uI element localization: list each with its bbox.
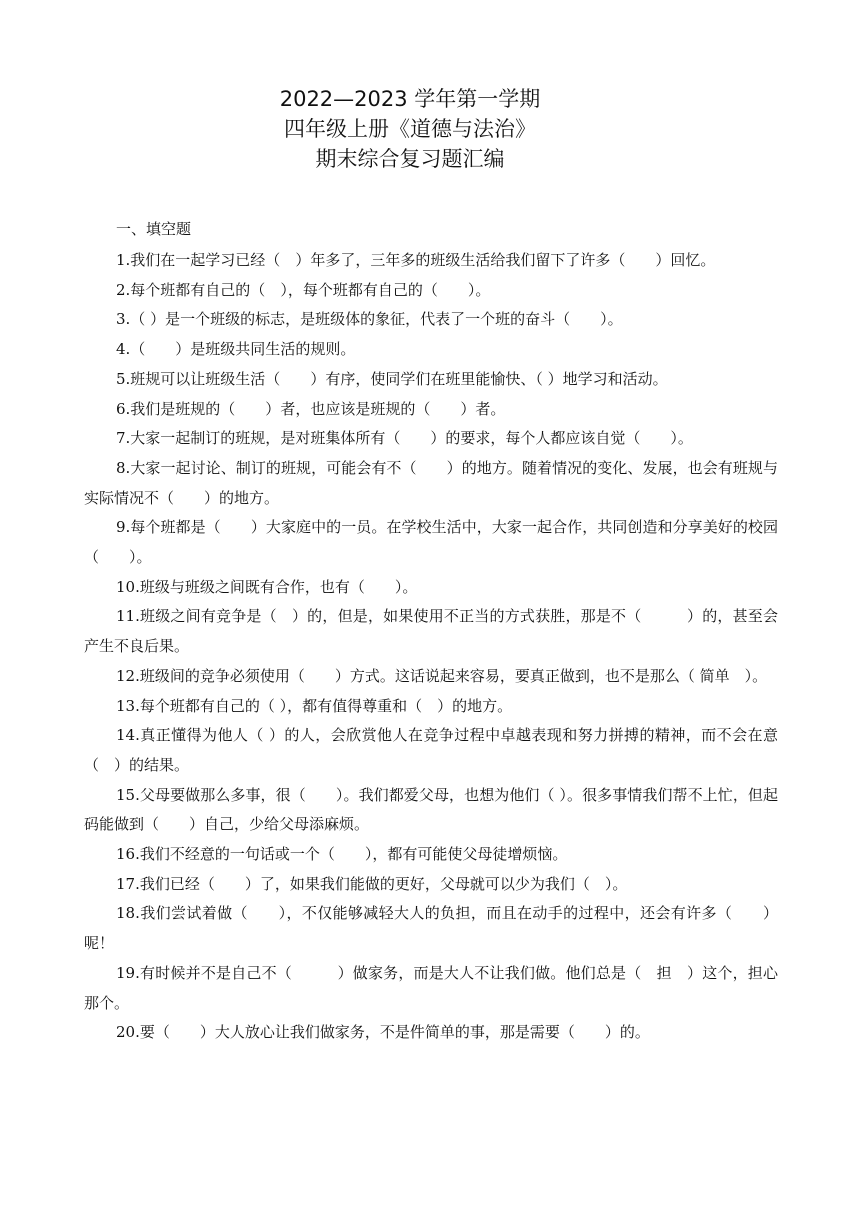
- question-9: 9.每个班都是（ ）大家庭中的一员。在学校生活中，大家一起合作，共同创造和分享美好的校园（ ）。: [84, 518, 778, 567]
- question-1: 1.我们在一起学习已经（ ）年多了，三年多的班级生活给我们留下了许多（ ）回忆。: [116, 251, 716, 269]
- question-7: 7.大家一起制订的班规，是对班集体所有（ ）的要求，每个人都应该自觉（ ）。: [116, 429, 693, 448]
- section-heading-fill-in: 一、填空题: [116, 220, 192, 238]
- title-line-semester: 2022—2023 学年第一学期: [279, 87, 541, 111]
- question-3: 3.（ ）是一个班级的标志，是班级体的象征，代表了一个班的奋斗（ ）。: [116, 310, 623, 329]
- question-15: 15.父母要做那么多事，很（ ）。我们都爱父母，也想为他们（ ）。很多事情我们帮不上忙，但起码能做到（ ）自己，少给父母添麻烦。: [84, 785, 778, 834]
- question-5: 5.班规可以让班级生活（ ）有序，使同学们在班里能愉快、（ ）地学习和活动。: [116, 369, 668, 388]
- question-19: 19.有时候并不是自己不（ ）做家务，而是大人不让我们做。他们总是（ 担 ）这个，担心那个。: [84, 963, 778, 1012]
- question-6: 6.我们是班规的（ ）者，也应该是班规的（ ）者。: [116, 399, 506, 418]
- question-18: 18.我们尝试着做（ ），不仅能够减轻大人的负担，而且在动手的过程中，还会有许多（ ）呢！: [84, 904, 778, 953]
- question-16: 16.我们不经意的一句话或一个（ ），都有可能使父母徒增烦恼。: [116, 845, 568, 864]
- document-title: [0, 84, 820, 174]
- question-13: 13.每个班都有自己的（ ），都有值得尊重和（ ）的地方。: [116, 696, 513, 715]
- question-4: 4.（ ）是班级共同生活的规则。: [116, 340, 356, 359]
- question-20: 20.要（ ）大人放心让我们做家务，不是件简单的事，那是需要（ ）的。: [116, 1023, 650, 1042]
- question-2: 2.每个班都有自己的（ ），每个班都有自己的（ ）。: [116, 280, 491, 299]
- question-10: 10.班级与班级之间既有合作，也有（ ）。: [116, 577, 418, 596]
- question-list: [84, 246, 778, 1048]
- question-14: 14.真正懂得为他人（ ）的人，会欣赏他人在竞争过程中卓越表现和努力拼搏的精神，而不会在意（ ）的结果。: [84, 726, 778, 774]
- question-8: 8.大家一起讨论、制订的班规，可能会有不（ ）的地方。随着情况的变化、发展，也会有班规与实际情况不（ ）的地方。: [84, 458, 778, 507]
- title-line-subject: 四年级上册《道德与法治》: [284, 117, 536, 141]
- title-line-exam: 期末综合复习题汇编: [315, 147, 505, 171]
- question-12: 12.班级间的竞争必须使用（ ）方式。这话说起来容易，要真正做到，也不是那么（ 简单 ）。: [116, 666, 768, 685]
- question-11: 11.班级之间有竞争是（ ）的，但是，如果使用不正当的方式获胜，那是不（ ）的，甚至会产生不良后果。: [84, 607, 778, 656]
- question-17: 17.我们已经（ ）了，如果我们能做的更好，父母就可以少为我们（ ）。: [116, 874, 628, 893]
